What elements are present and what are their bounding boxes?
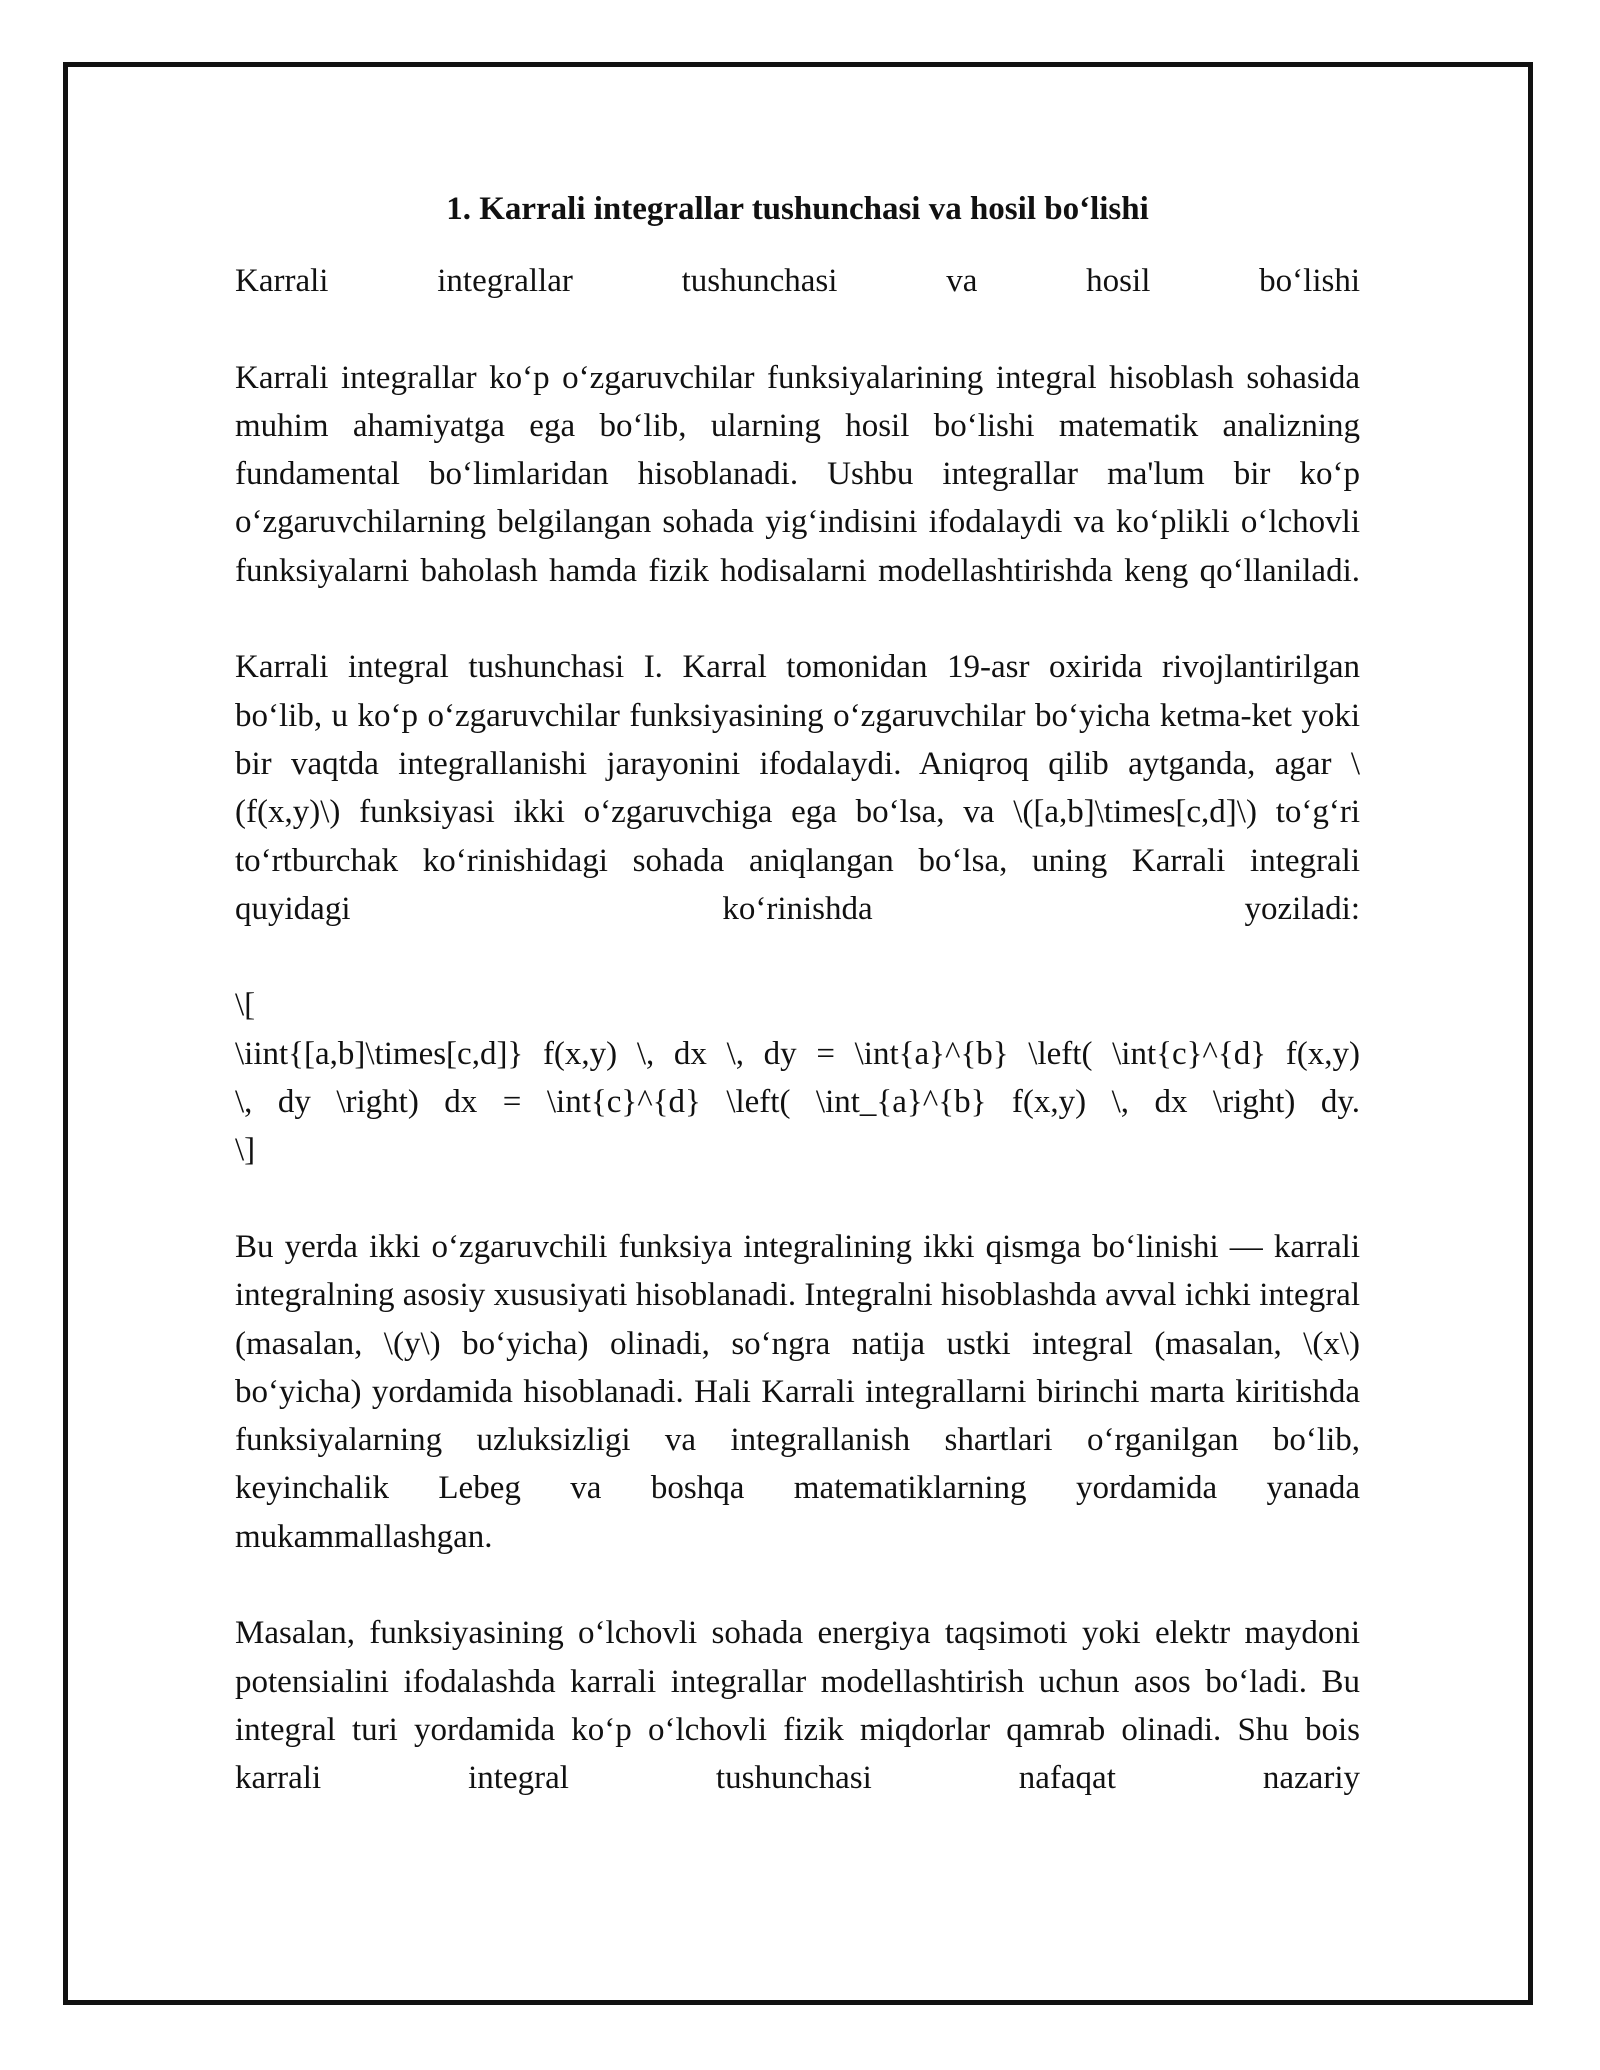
paragraph-example: Masalan, funksiyasining o‘lchovli sohada energiya taqsimoti yoki elektr maydoni potensialini ifodalashda karrali integrallar modellashtirish uchun asos bo‘ladi. Bu integral turi yordamida ko‘p o‘lchovli fizik miqdorlar qamrab olinadi. Shu bois karrali integral tushunchasi nafaqat nazariy	[235, 1615, 1360, 1797]
paragraph-explanation: Bu yerda ikki o‘zgaruvchili funksiya integralining ikki qismga bo‘linishi — karrali integralning asosiy xususiyati hisoblanadi. Integralni hisoblashda avval ichki integral (masalan, \(y\) bo‘yicha) olinadi, so‘ngra natija ustki integral (masalan, \(x\) bo‘yicha) yordamida hisoblanadi. Hali Karrali integrallarni birinchi marta kiritishda funksiyalarning uzluksizligi va integrallanish shartlari o‘rganilgan bo‘lib, keyinchalik Lebeg va boshqa matematiklarning yordamida yanada mukammallashgan.	[235, 1228, 1360, 1555]
formula-block	[235, 981, 1360, 1174]
formula-line-1: \iint{[a,b]\times[c,d]} f(x,y) \, dx \, dy = \int{a}^{b} \left( \int{c}^{d} f(x,y)	[235, 1035, 1360, 1072]
document-body	[235, 185, 1360, 1851]
paragraph-intro: Karrali integrallar ko‘p o‘zgaruvchilar funksiyalarining integral hisoblash sohasida muhim ahamiyatga ega bo‘lib, ularning hosil bo‘lishi matematik analizning fundamental bo‘limlaridan hisoblanadi. Ushbu integrallar ma'lum bir ko‘p o‘zgaruvchilarning belgilangan sohada yig‘indisini ifodalaydi va ko‘plikli o‘lchovli funksiyalarni baholash hamda fizik hodisalarni modellashtirishda keng qo‘llaniladi.	[235, 359, 1360, 589]
formula-close: \]	[235, 1132, 256, 1169]
page-title: 1. Karrali integrallar tushunchasi va hosil bo‘lishi	[446, 191, 1149, 227]
subtitle-line: Karrali integrallar tushunchasi va hosil bo‘lishi	[235, 263, 1360, 299]
paragraph-definition: Karrali integral tushunchasi I. Karral tomonidan 19-asr oxirida rivojlantirilgan bo‘lib, u ko‘p o‘zgaruvchilar funksiyasining o‘zgaruvchilar bo‘yicha ketma-ket yoki bir vaqtda integrallanishi jarayonini ifodalaydi. Aniqroq qilib aytganda, agar \(f(x,y)\) funksiyasi ikki o‘zgaruvchiga ega bo‘lsa, va \([a,b]\times[c,d]\) to‘g‘ri to‘rtburchak ko‘rinishidagi sohada aniqlangan bo‘lsa, uning Karrali integrali quyidagi ko‘rinishda yoziladi:	[235, 649, 1360, 927]
formula-open: \[	[235, 987, 256, 1024]
formula-line-2: \, dy \right) dx = \int{c}^{d} \left( \int_{a}^{b} f(x,y) \, dx \right) dy.	[235, 1084, 1360, 1121]
